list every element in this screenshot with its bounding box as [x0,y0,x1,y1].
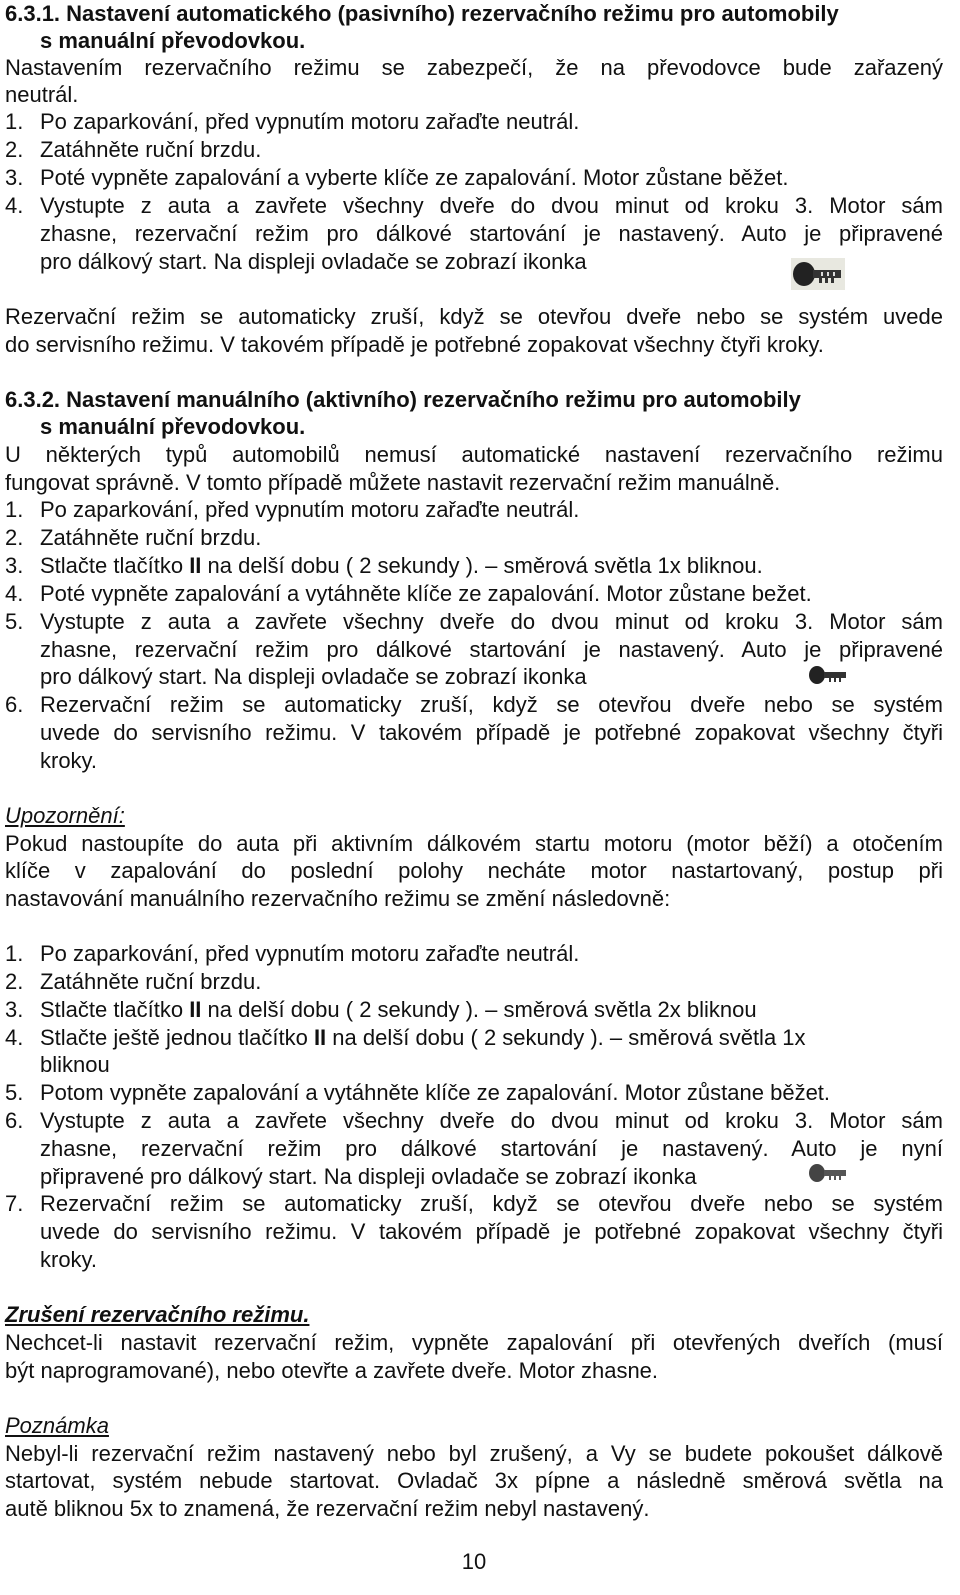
list-text [40,552,763,580]
list-number: 5. [5,609,24,634]
list-number: 4. [5,581,24,606]
list-number: 6. [5,1108,24,1133]
list-text: Zatáhněte ruční brzdu. [40,137,262,162]
list-text-cont: pro dálkový start. Na displeji ovladače se zobrazí ikonka [40,249,587,274]
paragraph-cont: autě bliknou 5x to znamená, že rezervační režim nebyl nastavený. [5,1496,650,1521]
paragraph-cont: startovat, systém nebude startovat. Ovladač 3x pípne a následně směrová světla na [5,1468,943,1493]
list-number: 5. [5,1080,24,1105]
button-label-II: II [189,997,202,1022]
text-run: Stlačte tlačítko [40,553,190,578]
key-icon [808,1161,848,1185]
list-number: 1. [5,497,24,522]
text-run: Stlačte ještě jednou tlačítko [40,1025,314,1050]
paragraph-cont: nastavování manuálního rezervačního režimu se změní následovně: [5,886,671,911]
text-run: Stlačte tlačítko [40,997,190,1022]
list-number: 4. [5,1025,24,1050]
list-text-cont: kroky. [40,1247,98,1272]
list-number: 2. [5,969,24,994]
warning-title: Upozornění: [5,803,125,828]
button-label-II: II [189,553,202,578]
list-number: 6. [5,692,24,717]
text-run: na delší dobu ( 2 sekundy ). – směrová světla 1x bliknou. [201,553,763,578]
list-number: 3. [5,165,24,190]
list-text-cont: připravené pro dálkový start. Na displeji ovladače se zobrazí ikonka [40,1164,697,1189]
section-6-3-2-heading: 6.3.2. Nastavení manuálního (aktivního) rezervačního režimu pro automobily [5,387,801,412]
list-text: Zatáhněte ruční brzdu. [40,969,262,994]
paragraph: Nebyl-li rezervační režim nastavený nebo byl zrušený, a Vy se budete pokoušet dálkově [5,1441,943,1466]
page-number: 10 [461,1549,487,1574]
list-text: Rezervační režim se automaticky zruší, když se otevřou dveře nebo se systém [40,692,943,717]
section-6-3-1-heading-cont: s manuální převodovkou. [40,28,306,53]
key-icon [808,664,848,686]
paragraph-cont: klíče v zapalování do poslední polohy necháte motor nastartovaný, postup při [5,858,943,883]
list-number: 7. [5,1191,24,1216]
text-run [40,1024,806,1052]
list-number: 3. [5,997,24,1022]
list-text-cont: zhasne, rezervační režim pro dálkové startování je nastavený. Auto je připravené [40,637,943,662]
list-text-cont: bliknou [40,1052,110,1077]
list-number: 2. [5,525,24,550]
section-6-3-1-heading: 6.3.1. Nastavení automatického (pasivního) rezervačního režimu pro automobily [5,1,839,26]
cancel-title: Zrušení rezervačního režimu. [5,1302,310,1327]
list-number: 1. [5,941,24,966]
list-text-cont: zhasne, rezervační režim pro dálkové startování je nastavený. Auto je nyní [40,1136,943,1161]
list-text: Vystupte z auta a zavřete všechny dveře do dvou minut od kroku 3. Motor sám [40,193,943,218]
list-text: Rezervační režim se automaticky zruší, když se otevřou dveře nebo se systém [40,1191,943,1216]
button-label-II: II [313,1025,327,1050]
list-text: Poté vypněte zapalování a vyberte klíče ze zapalování. Motor zůstane běžet. [40,165,789,190]
list-text-cont: zhasne, rezervační režim pro dálkové startování je nastavený. Auto je připravené [40,221,943,246]
list-text: Po zaparkování, před vypnutím motoru zařaďte neutrál. [40,941,580,966]
paragraph: Nechcet-li nastavit rezervační režim, vypněte zapalování při otevřených dveřích (musí [5,1330,943,1355]
list-text: Po zaparkování, před vypnutím motoru zařaďte neutrál. [40,497,580,522]
list-number: 3. [5,553,24,578]
list-text [40,1024,943,1052]
paragraph: Rezervační režim se automaticky zruší, když se otevřou dveře nebo se systém uvede [5,304,943,329]
list-text: Zatáhněte ruční brzdu. [40,525,262,550]
remark-title: Poznámka [5,1413,109,1438]
section-6-3-2-heading-cont: s manuální převodovkou. [40,414,306,439]
list-number: 1. [5,109,24,134]
list-text-cont: kroky. [40,748,98,773]
text-run: na delší dobu ( 2 sekundy ). – směrová světla 1x [326,1025,806,1050]
paragraph-cont: být naprogramované), nebo otevřte a zavřete dveře. Motor zhasne. [5,1358,659,1383]
list-number: 4. [5,193,24,218]
list-text: Vystupte z auta a zavřete všechny dveře do dvou minut od kroku 3. Motor sám [40,609,943,634]
list-text: Potom vypněte zapalování a vytáhněte klíče ze zapalování. Motor zůstane běžet. [40,1080,831,1105]
list-text-cont: uvede do servisního režimu. V takovém případě je potřebné zopakovat všechny čtyři [40,720,943,745]
paragraph: Pokud nastoupíte do auta při aktivním dálkovém startu motoru (motor běží) a otočením [5,831,943,856]
key-icon [791,258,845,290]
intro-text: Nastavením rezervačního režimu se zabezpečí, že na převodovce bude zařazený [5,55,943,80]
list-text [40,996,757,1024]
list-text: Poté vypněte zapalování a vytáhněte klíče ze zapalování. Motor zůstane bežet. [40,581,812,606]
list-text: Po zaparkování, před vypnutím motoru zařaďte neutrál. [40,109,580,134]
intro-text-cont: neutrál. [5,82,79,107]
text-run: na delší dobu ( 2 sekundy ). – směrová světla 2x bliknou [201,997,757,1022]
intro-text-cont: fungovat správně. V tomto případě můžete nastavit rezervační režim manuálně. [5,470,781,495]
list-text-cont: uvede do servisního režimu. V takovém případě je potřebné zopakovat všechny čtyři [40,1219,943,1244]
intro-text: U některých typů automobilů nemusí automatické nastavení rezervačního režimu [5,442,943,467]
list-text-cont: pro dálkový start. Na displeji ovladače se zobrazí ikonka [40,664,587,689]
paragraph-cont: do servisního režimu. V takovém případě je potřebné zopakovat všechny čtyři kroky. [5,332,824,357]
list-number: 2. [5,137,24,162]
list-text: Vystupte z auta a zavřete všechny dveře do dvou minut od kroku 3. Motor sám [40,1108,943,1133]
